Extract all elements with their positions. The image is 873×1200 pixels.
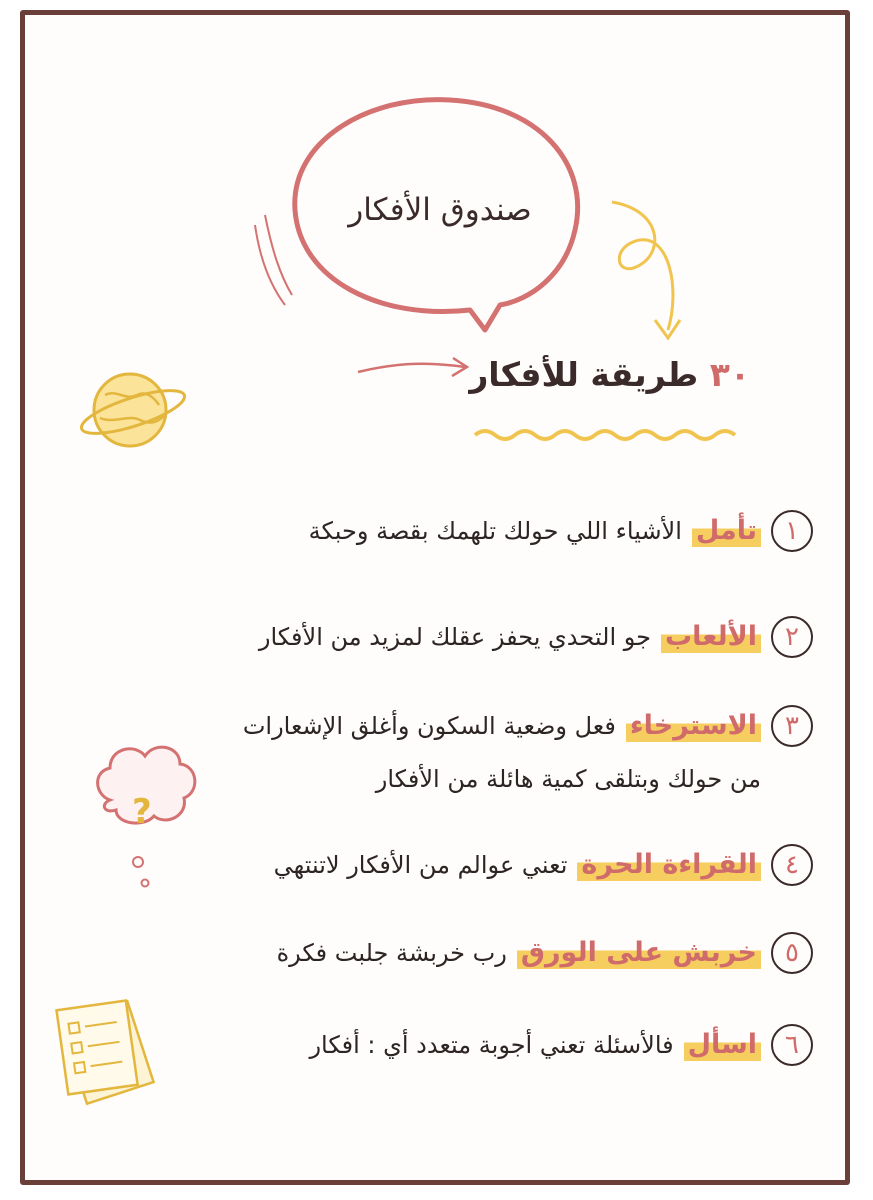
item-text: فالأسئلة تعني أجوبة متعدد أي : أفكار [309, 1030, 674, 1059]
item-keyword: الألعاب [661, 614, 761, 660]
item-text: فعل وضعية السكون وأغلق الإشعارات [242, 711, 616, 740]
item-number: ٦ [771, 1024, 813, 1066]
item-text-continued: من حولك وبتلقى كمية هائلة من الأفكار [375, 764, 761, 793]
svg-text:?: ? [132, 792, 152, 832]
item-number: ٣ [771, 705, 813, 747]
list-item [259, 614, 813, 660]
list-item [243, 703, 813, 800]
item-text: جو التحدي يحفز عقلك لمزيد من الأفكار [258, 622, 651, 651]
subtitle [450, 355, 750, 394]
item-text: الأشياء اللي حولك تلهمك بقصة وحبكة [308, 516, 682, 545]
wavy-underline [475, 431, 735, 439]
item-text: رب خربشة جلبت فكرة [276, 938, 507, 967]
subtitle-text: طريقة للأفكار [469, 355, 699, 394]
item-keyword: خربش على الورق [517, 930, 761, 976]
item-number: ١ [771, 510, 813, 552]
checklist-paper-icon [56, 1001, 153, 1104]
curly-arrow-icon [612, 202, 680, 338]
list-item [274, 842, 813, 888]
list-item [309, 1022, 813, 1068]
page-title: صندوق الأفكار [348, 192, 532, 228]
item-number: ٢ [771, 616, 813, 658]
subtitle-number: ٣٠ [709, 355, 750, 394]
item-text: تعني عوالم من الأفكار لاتنتهي [273, 850, 568, 879]
thought-cloud-icon [98, 747, 195, 886]
item-keyword: القراءة الحرة [577, 842, 761, 888]
list-item [309, 508, 813, 554]
item-keyword: اسأل [684, 1022, 761, 1068]
list-item [277, 930, 813, 976]
item-keyword: الاسترخاء [626, 703, 761, 749]
planet-icon [77, 374, 188, 446]
item-number: ٤ [771, 844, 813, 886]
item-number: ٥ [771, 932, 813, 974]
item-keyword: تأمل [692, 508, 761, 554]
